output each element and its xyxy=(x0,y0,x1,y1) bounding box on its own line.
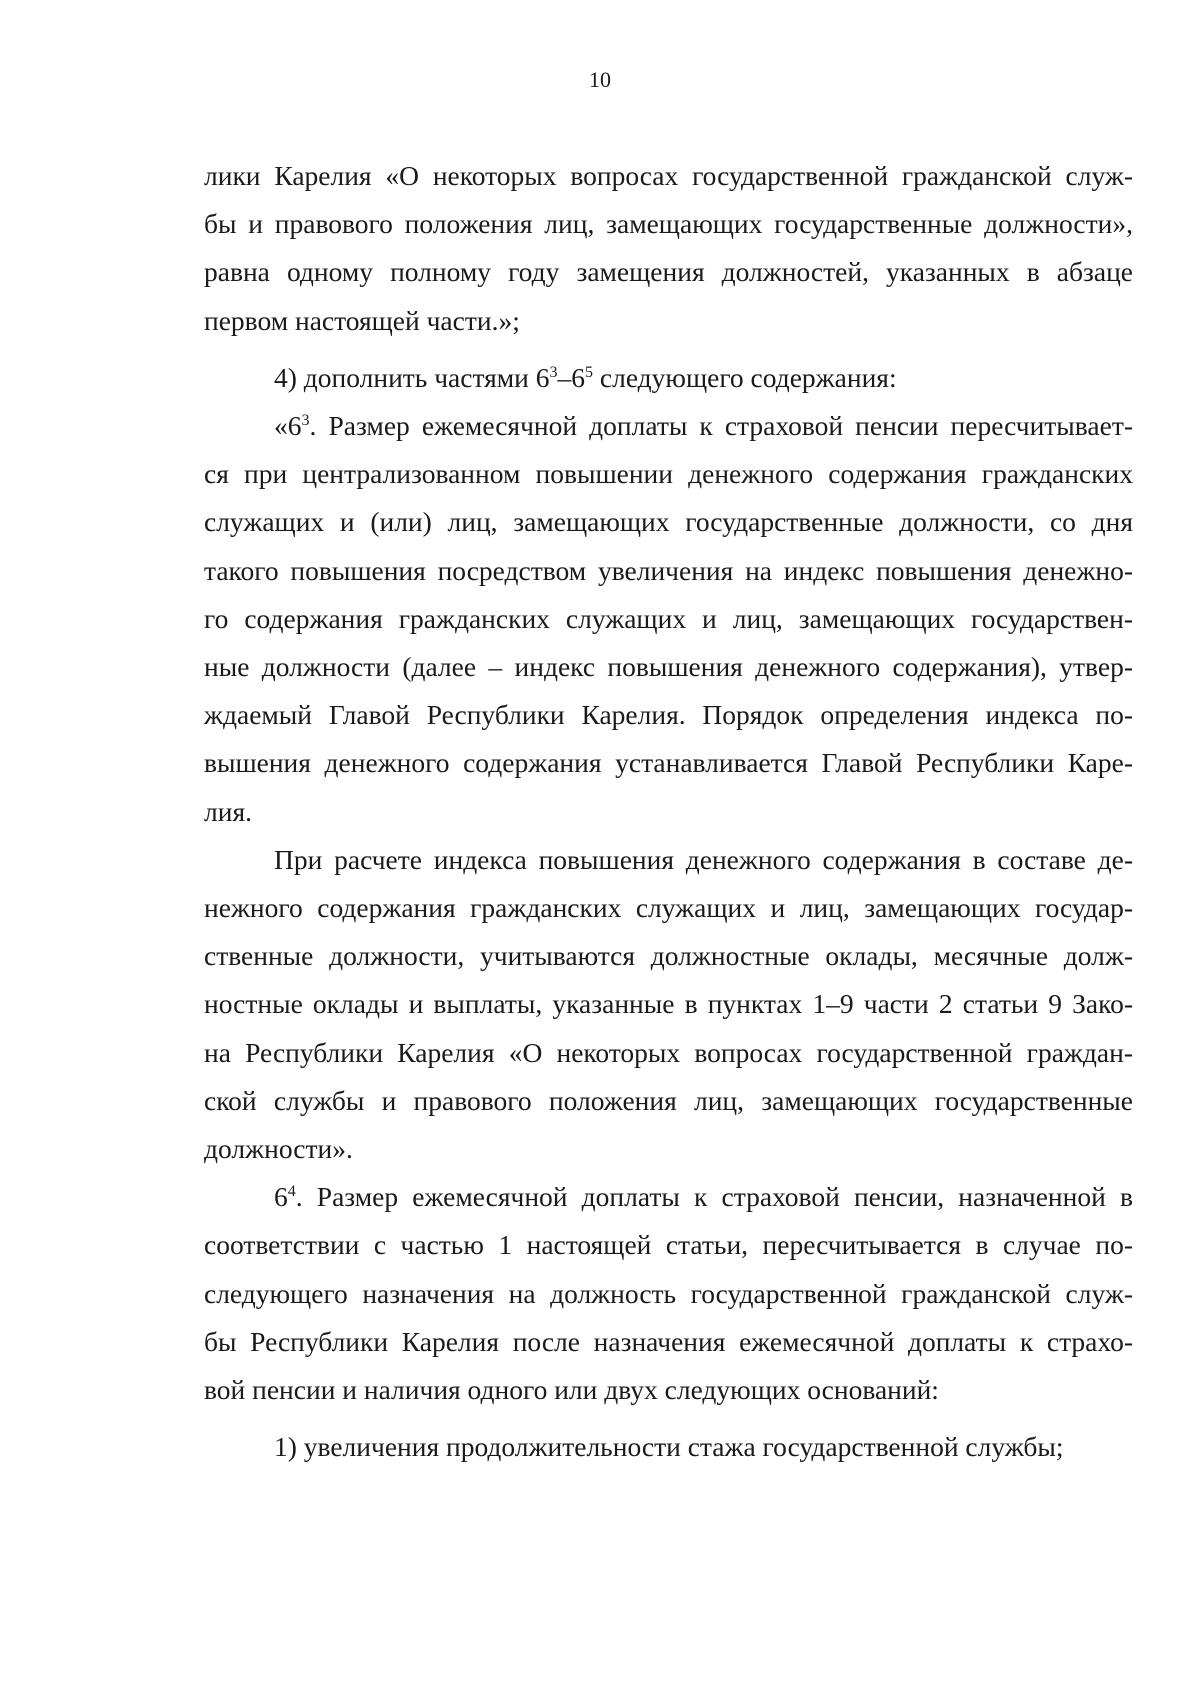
text-line: такого повышения посредством увеличения на индекс повышения денежно- xyxy=(204,554,1133,586)
text-line: ся при централизованном повышении денежного содержания гражданских xyxy=(204,458,1133,490)
text-run: 6 xyxy=(274,1181,288,1213)
superscript: 3 xyxy=(301,411,310,429)
text-line: первом настоящей части.»; xyxy=(204,304,520,336)
text-run: «6 xyxy=(274,410,302,442)
paragraph-item-1: 1) увеличения продолжительности стажа государственной службы; xyxy=(274,1431,1064,1463)
text-run: следующего содержания: xyxy=(593,361,897,393)
text-line: ностные оклады и выплаты, указанные в пунктах 1–9 части 2 статьи 9 Зако- xyxy=(204,988,1133,1020)
superscript: 5 xyxy=(585,363,594,381)
text-line: соответствии с частью 1 настоящей статьи, пересчитывается в случае по- xyxy=(204,1229,1133,1261)
text-line: ской службы и правового положения лиц, замещающих государственные xyxy=(204,1084,1133,1116)
text-run: . Размер ежемесячной доплаты к страховой пенсии, назначенной в xyxy=(295,1181,1133,1213)
page-number: 10 xyxy=(589,67,611,92)
text-line: ждаемый Главой Республики Карелия. Порядок определения индекса по- xyxy=(204,699,1133,731)
text-line: При расчете индекса повышения денежного содержания в составе де- xyxy=(274,843,1133,875)
text-line: го содержания гражданских служащих и лиц, замещающих государствен- xyxy=(204,602,1133,634)
paragraph-item-4 xyxy=(204,354,1133,402)
text-line: вышения денежного содержания устанавливается Главой Республики Каре- xyxy=(204,747,1133,779)
paragraph-part-6-3 xyxy=(204,402,1133,836)
paragraph-index-calculation xyxy=(204,836,1133,1173)
text-line: ственные должности, учитываются должностные оклады, месячные долж- xyxy=(204,940,1133,972)
paragraph-continuation xyxy=(204,152,1133,345)
text-line: равна одному полному году замещения должностей, указанных в абзаце xyxy=(204,256,1133,288)
superscript: 4 xyxy=(287,1183,296,1201)
document-body xyxy=(204,152,1133,1471)
text-line: бы и правового положения лиц, замещающих государственные должности», xyxy=(204,208,1133,240)
text-line xyxy=(204,402,1133,450)
text-line: на Республики Карелия «О некоторых вопросах государственной граждан- xyxy=(204,1036,1133,1068)
paragraph-part-6-4 xyxy=(204,1173,1133,1414)
text-line: лики Карелия «О некоторых вопросах государственной гражданской служ- xyxy=(204,160,1133,191)
text-line: следующего назначения на должность государственной гражданской служ- xyxy=(204,1277,1133,1309)
superscript: 3 xyxy=(549,363,558,381)
text-run: . Размер ежемесячной доплаты к страховой пенсии пересчитывает- xyxy=(309,410,1133,442)
text-line: ные должности (далее – индекс повышения денежного содержания), утвер- xyxy=(204,651,1133,683)
text-line: должности». xyxy=(204,1133,353,1165)
text-line: лия. xyxy=(204,795,252,827)
text-line: нежного содержания гражданских служащих и лиц, замещающих государ- xyxy=(204,892,1133,924)
text-line: бы Республики Карелия после назначения ежемесячной доплаты к страхо- xyxy=(204,1325,1133,1357)
text-run: 4) дополнить частями 6 xyxy=(274,361,550,393)
text-line: вой пенсии и наличия одного или двух следующих оснований: xyxy=(204,1374,939,1406)
text-run: –6 xyxy=(557,361,586,393)
text-line xyxy=(204,1173,1133,1221)
text-line: служащих и (или) лиц, замещающих государственные должности, со дня xyxy=(204,506,1133,538)
